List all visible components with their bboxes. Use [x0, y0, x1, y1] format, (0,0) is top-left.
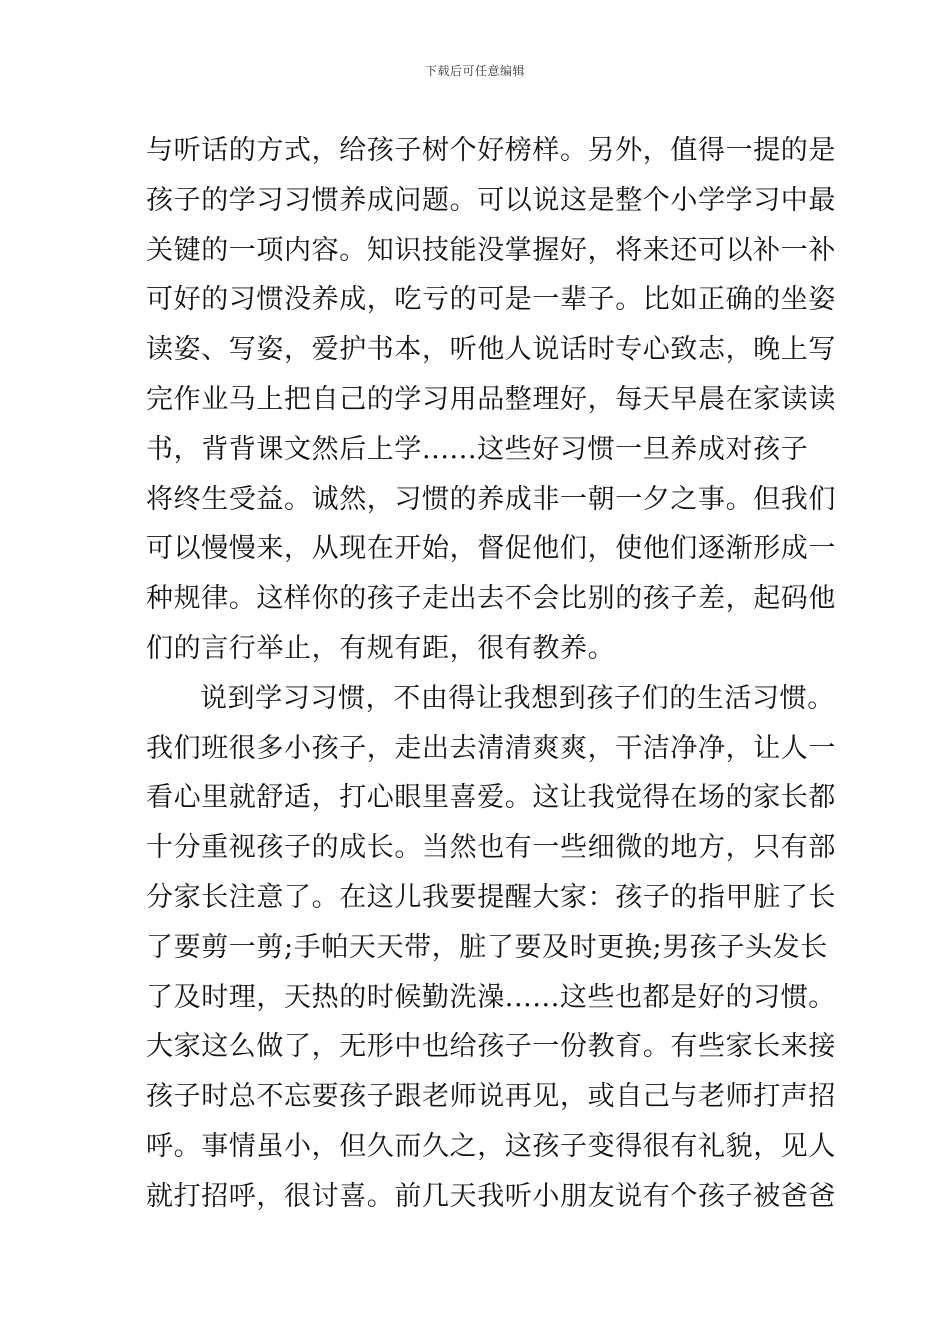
- body-text: [146, 126, 836, 1222]
- text-line: 就打招呼，很讨喜。前几天我听小朋友说有个孩子被爸爸: [146, 1180, 836, 1212]
- text-line: 了要剪一剪;手帕天天带，脏了要及时更换;男孩子头发长: [146, 931, 828, 963]
- text-line: 说到学习习惯，不由得让我想到孩子们的生活习惯。: [200, 682, 835, 714]
- text-line: 种规律。这样你的孩子走出去不会比别的孩子差，起码他: [146, 583, 836, 615]
- text-line: 大家这么做了，无形中也给孩子一份教育。有些家长来接: [146, 1031, 836, 1063]
- text-line: 呼。事情虽小，但久而久之，这孩子变得很有礼貌，见人: [146, 1130, 836, 1162]
- paragraph-1: [146, 126, 836, 674]
- text-line: 读姿、写姿，爱护书本，听他人说话时专心致志，晚上写: [146, 334, 836, 366]
- text-line: 与听话的方式，给孩子树个好榜样。另外，值得一提的是: [146, 135, 836, 166]
- text-line: 书，背背课文然后上学......这些好习惯一旦养成对孩子: [146, 433, 809, 465]
- text-line: 看心里就舒适，打心眼里喜爱。这让我觉得在场的家长都: [146, 782, 836, 814]
- text-line: 可好的习惯没养成，吃亏的可是一辈子。比如正确的坐姿: [146, 284, 836, 316]
- text-line: 可以慢慢来，从现在开始，督促他们，使他们逐渐形成一: [146, 533, 836, 565]
- paragraph-2: [146, 674, 836, 1222]
- text-line: 分家长注意了。在这儿我要提醒大家：孩子的指甲脏了长: [146, 881, 836, 913]
- text-line: 关键的一项内容。知识技能没掌握好，将来还可以补一补: [146, 234, 836, 266]
- text-line: 十分重视孩子的成长。当然也有一些细微的地方，只有部: [146, 832, 836, 864]
- text-line: 我们班很多小孩子，走出去清清爽爽，干洁净净，让人一: [146, 732, 836, 764]
- text-line: 将终生受益。诚然，习惯的养成非一朝一夕之事。但我们: [146, 483, 836, 515]
- page-header: 下载后可任意编辑: [424, 64, 525, 78]
- text-line: 们的言行举止，有规有距，很有教养。: [146, 632, 616, 664]
- text-line: 孩子的学习习惯养成问题。可以说这是整个小学学习中最: [146, 184, 836, 216]
- text-line: 了及时理，天热的时候勤洗澡......这些也都是好的习惯。: [146, 981, 836, 1013]
- text-line: 孩子时总不忘要孩子跟老师说再见，或自己与老师打声招: [146, 1081, 836, 1113]
- text-line: 完作业马上把自己的学习用品整理好，每天早晨在家读读: [146, 383, 836, 415]
